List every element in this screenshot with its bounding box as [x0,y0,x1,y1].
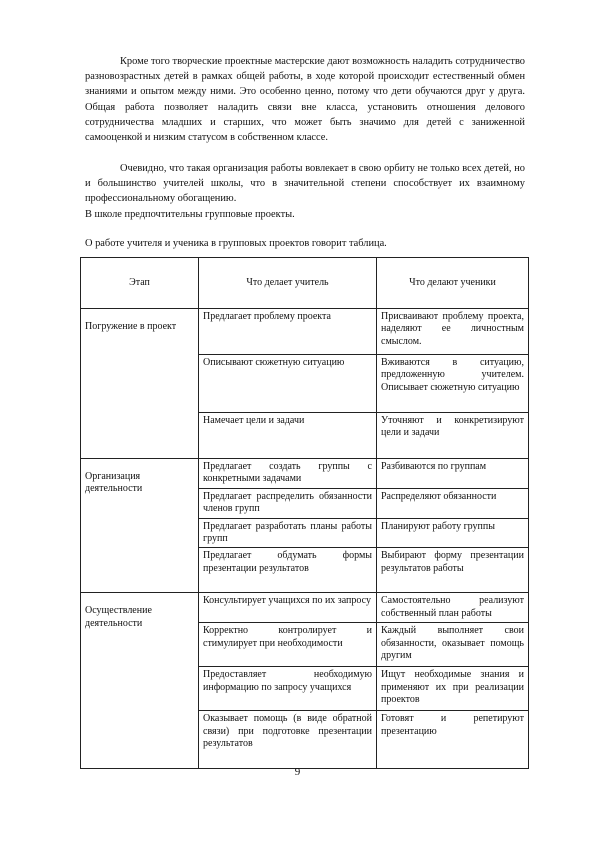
table-row [81,593,529,623]
teacher-cell: Описывают сюжетную ситуацию [199,355,377,413]
stage-cell: Организация деятельности [81,459,199,593]
students-cell: Готовят и репетируют презентацию [377,711,529,769]
students-cell: Уточняют и конкретизируют цели и задачи [377,413,529,459]
paragraph-group-projects: В школе предпочтительны групповые проекты. [85,209,295,220]
stage-cell: Осуществление деятельности [81,593,199,769]
stage-cell: Погружение в проект [81,309,199,459]
students-cell: Каждый выполняет свои обязанности, оказывает помощь другим [377,623,529,667]
students-cell: Разбиваются по группам [377,459,529,489]
teacher-cell: Предлагает разработать планы работы групп [199,518,377,548]
teacher-cell: Предлагает обдумать формы презентации результатов [199,548,377,593]
students-cell: Самостоятельно реализуют собственный план работы [377,593,529,623]
header-students: Что делают ученики [377,258,529,309]
teacher-cell: Предлагает распределить обязанности членов групп [199,488,377,518]
students-cell: Вживаются в ситуацию, предложенную учителем. Описывает сюжетную ситуацию [377,355,529,413]
students-cell: Ищут необходимые знания и применяют их при реализации проектов [377,667,529,711]
teacher-student-table [80,257,529,769]
students-cell: Распределяют обязанности [377,488,529,518]
students-cell: Присваивают проблему проекта, наделяют ее личностным смыслом. [377,309,529,355]
header-stage: Этап [81,258,199,309]
teacher-cell: Предлагает проблему проекта [199,309,377,355]
page-number: 9 [294,766,301,778]
teacher-cell: Предоставляет необходимую информацию по запросу учащихся [199,667,377,711]
students-cell: Выбирают форму презентации результатов работы [377,548,529,593]
teacher-cell: Консультирует учащихся по их запросу [199,593,377,623]
table-row [81,309,529,355]
paragraph-cooperation: Кроме того творческие проектные мастерские дают возможность наладить сотрудничество разновозрастных детей в рамках общей работы, в ходе которой происходит естественный обмен знаниями и опытом между ними. Это особенно ценно, потому что дети обучаются друг у друга. Общая работа позволяет наладить связи вне класса, установить отношения делового сотрудничества младших и старших, что может быть значимо для детей с заниженной самооценкой и низким статусом в собственном классе. [85,56,525,144]
table-header-row [81,258,529,309]
teacher-cell: Предлагает создать группы с конкретными задачами [199,459,377,489]
paragraph-teachers: Очевидно, что такая организация работы вовлекает в свою орбиту не только всех детей, но и большинство учителей школы, что в значительной степени способствует их взаимному профессиональному обогащению. [85,163,525,205]
teacher-cell: Корректно контролирует и стимулирует при необходимости [199,623,377,667]
header-teacher: Что делает учитель [199,258,377,309]
students-cell: Планируют работу группы [377,518,529,548]
paragraph-table-intro: О работе учителя и ученика в групповых проектов говорит таблица. [85,238,387,249]
table-row [81,459,529,489]
teacher-cell: Оказывает помощь (в виде обратной связи) при подготовке презентации результатов [199,711,377,769]
teacher-cell: Намечает цели и задачи [199,413,377,459]
